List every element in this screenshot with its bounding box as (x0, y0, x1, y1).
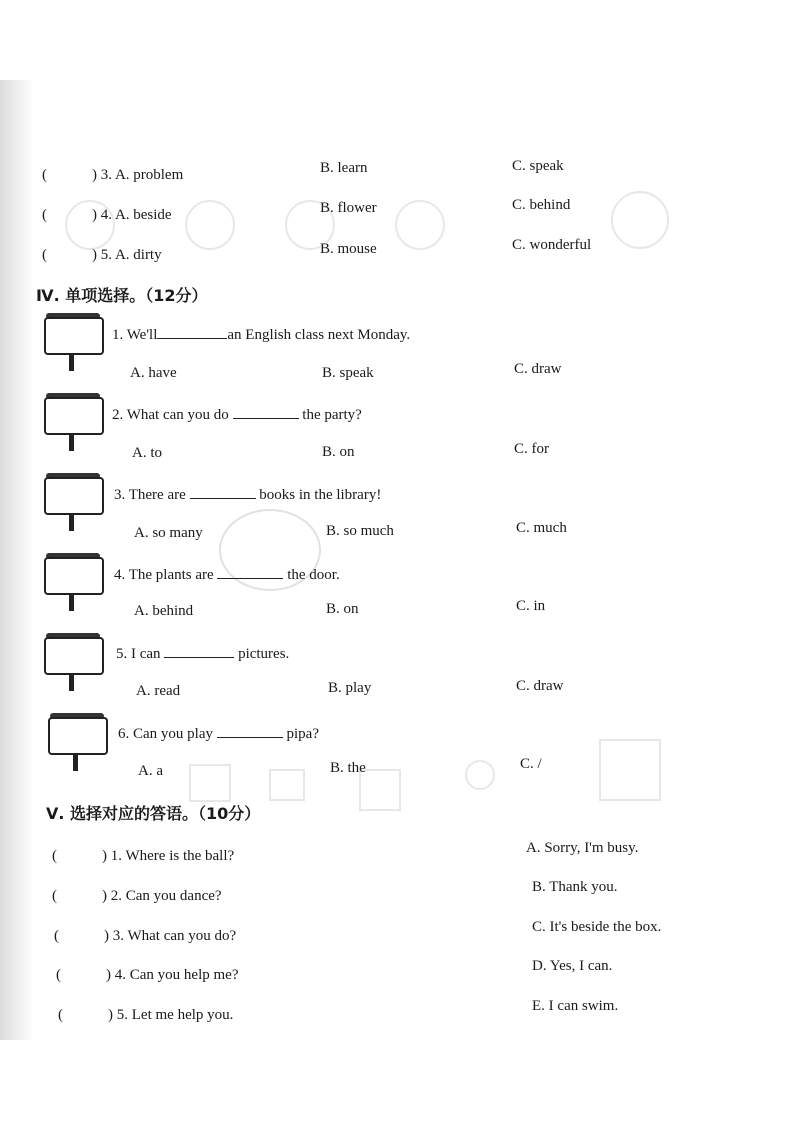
mc-question (118, 723, 319, 743)
match-answer: A. Sorry, I'm busy. (526, 840, 639, 856)
match-answer: D. Yes, I can. (532, 958, 613, 974)
fill-blank[interactable] (217, 564, 283, 579)
option-b: B. on (326, 601, 359, 617)
match-question (58, 1003, 233, 1024)
mc-question (112, 324, 410, 344)
option-c: C. speak (512, 158, 564, 174)
question-text: 1. We'll (112, 327, 158, 343)
fill-blank[interactable] (190, 484, 256, 499)
option-b: B. the (330, 760, 366, 776)
question-text: 4. Can you help me? (114, 967, 239, 983)
question-text: 1. Where is the ball? (110, 848, 235, 864)
answer-signpost[interactable] (44, 313, 104, 373)
question-text: 3. There are (114, 487, 186, 503)
fill-blank[interactable] (164, 643, 234, 658)
option-a: A. behind (134, 603, 194, 619)
match-question (56, 963, 238, 984)
match-question (52, 844, 234, 865)
answer-paren[interactable]: ( ) (58, 1007, 113, 1023)
question-number: 5. (100, 247, 112, 263)
answer-paren[interactable]: ( ) (52, 848, 107, 864)
match-question (52, 884, 222, 905)
match-answer: E. I can swim. (532, 998, 619, 1014)
answer-paren[interactable]: ( ) (42, 247, 97, 263)
answer-signpost[interactable] (44, 393, 104, 453)
match-answer: C. It's beside the box. (532, 919, 662, 935)
option-a: A. a (138, 763, 163, 779)
option-c: C. much (516, 520, 567, 536)
answer-paren[interactable]: ( ) (42, 207, 97, 223)
option-a: A. beside (114, 207, 172, 223)
question-text: 5. I can (116, 646, 161, 662)
option-c: C. in (516, 598, 546, 614)
question-text: 6. Can you play (118, 726, 213, 742)
option-c: C. draw (514, 361, 562, 377)
option-a: A. to (132, 445, 162, 461)
option-a: A. problem (114, 167, 184, 183)
option-a: A. dirty (114, 247, 162, 263)
option-a: A. so many (134, 525, 203, 541)
answer-paren[interactable]: ( ) (52, 888, 107, 904)
answer-signpost[interactable] (48, 713, 108, 773)
option-c: C. behind (512, 197, 571, 213)
question-text: an English class next Monday. (227, 327, 411, 343)
option-b: B. mouse (320, 241, 377, 257)
mc-question (114, 484, 381, 504)
option-c: C. / (520, 756, 542, 772)
question-text: pipa? (286, 726, 319, 742)
fill-blank[interactable] (157, 324, 227, 339)
answer-signpost[interactable] (44, 633, 104, 693)
section3-row (42, 203, 172, 224)
question-number: 3. (100, 167, 112, 183)
option-c: C. draw (516, 678, 564, 694)
fill-blank[interactable] (217, 723, 283, 738)
question-text: the party? (302, 407, 362, 423)
question-text: the door. (287, 567, 340, 583)
fill-blank[interactable] (233, 404, 299, 419)
option-b: B. on (322, 444, 355, 460)
option-a: A. read (136, 683, 181, 699)
answer-paren[interactable]: ( ) (54, 928, 109, 944)
option-c: C. wonderful (512, 237, 592, 253)
answer-signpost[interactable] (44, 553, 104, 613)
question-text: 4. The plants are (114, 567, 214, 583)
answer-paren[interactable]: ( ) (56, 967, 111, 983)
question-text: 2. What can you do (112, 407, 229, 423)
question-text: 5. Let me help you. (116, 1007, 234, 1023)
match-question (54, 924, 236, 945)
option-c: C. for (514, 441, 549, 457)
option-b: B. flower (320, 200, 377, 216)
question-text: books in the library! (259, 487, 382, 503)
section3-row (42, 243, 162, 264)
answer-paren[interactable]: ( ) (42, 167, 97, 183)
section5-heading: Ⅴ. 选择对应的答语。（10分） (46, 804, 261, 823)
option-b: B. speak (322, 365, 374, 381)
section4-heading: Ⅳ. 单项选择。（12分） (36, 286, 208, 305)
mc-question (116, 643, 289, 663)
option-b: B. learn (320, 160, 368, 176)
option-a: A. have (130, 365, 177, 381)
option-b: B. so much (326, 523, 394, 539)
section3-row (42, 163, 183, 184)
question-text: 3. What can you do? (112, 928, 237, 944)
mc-question (112, 404, 362, 424)
mc-question (114, 564, 340, 584)
match-answer: B. Thank you. (532, 879, 618, 895)
question-text: pictures. (238, 646, 290, 662)
answer-signpost[interactable] (44, 473, 104, 533)
option-b: B. play (328, 680, 372, 696)
question-text: 2. Can you dance? (110, 888, 222, 904)
question-number: 4. (100, 207, 112, 223)
